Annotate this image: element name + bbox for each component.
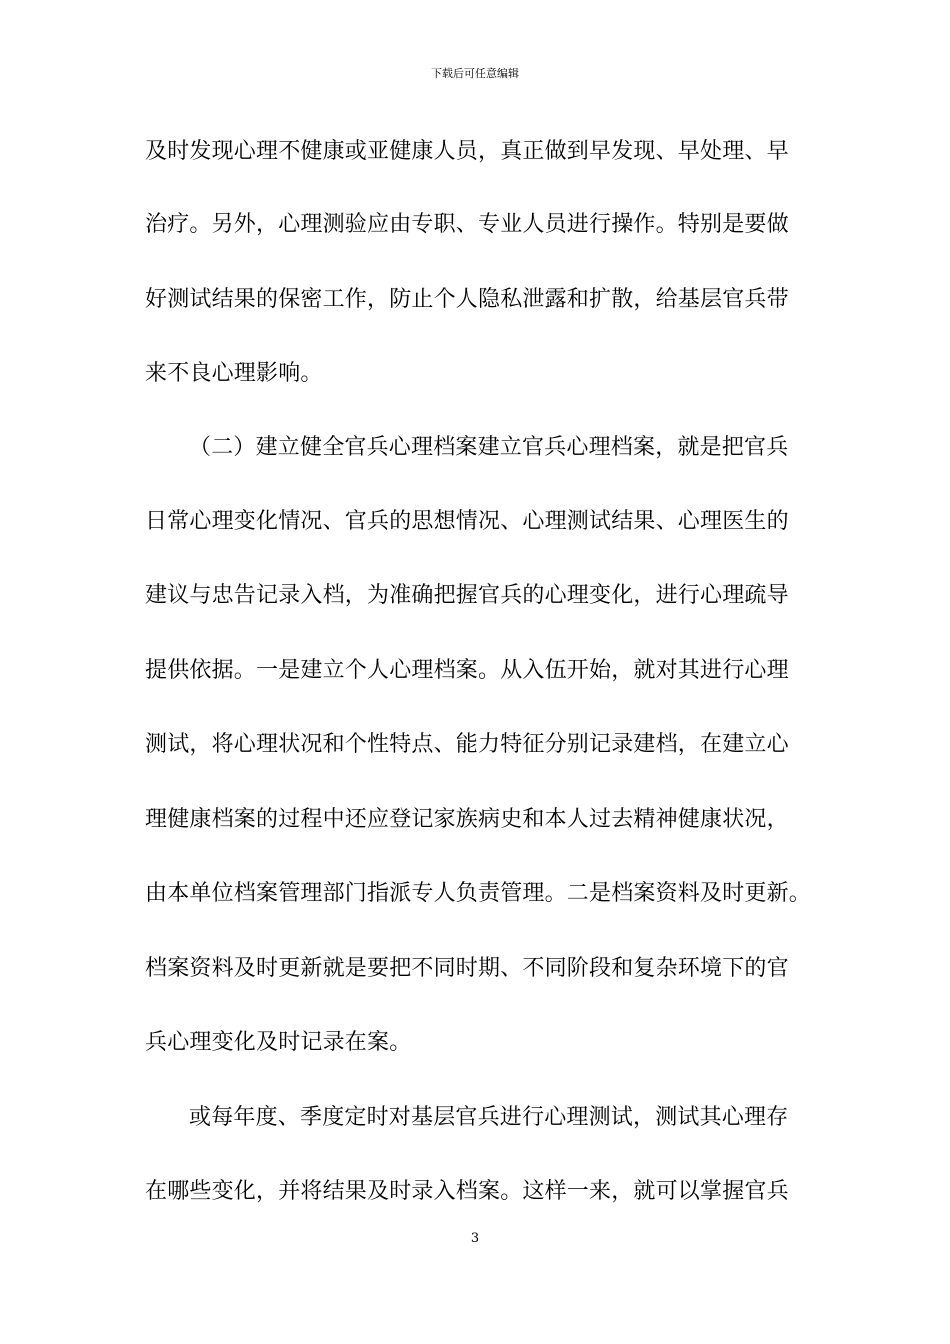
text-line: 好测试结果的保密工作，防止个人隐私泄露和扩散，给基层官兵带	[145, 287, 789, 312]
text-line: 在哪些变化，并将结果及时录入档案。这样一来，就可以掌握官兵	[145, 1179, 789, 1204]
text-line: 兵心理变化及时记录在案。	[145, 1030, 412, 1055]
text-line: 档案资料及时更新就是要把不同时期、不同阶段和复杂环境下的官	[145, 956, 789, 981]
text-line: 由本单位档案管理部门指派专人负责管理。二是档案资料及时更新。	[145, 881, 812, 906]
text-line: 建议与忠告记录入档，为准确把握官兵的心理变化，进行心理疏导	[145, 583, 789, 608]
text-line: （二）建立健全官兵心理档案建立官兵心理档案，就是把官兵	[189, 435, 789, 460]
text-line: 提供依据。一是建立个人心理档案。从入伍开始，就对其进行心理	[145, 658, 789, 683]
text-line: 测试，将心理状况和个性特点、能力特征分别记录建档，在建立心	[145, 732, 789, 757]
text-line: 来不良心理影响。	[145, 361, 323, 386]
text-line: 日常心理变化情况、官兵的思想情况、心理测试结果、心理医生的	[145, 509, 789, 534]
text-line: 治疗。另外，心理测验应由专职、专业人员进行操作。特别是要做	[145, 212, 789, 237]
page-header: 下载后可任意编辑	[431, 67, 519, 80]
text-line: 及时发现心理不健康或亚健康人员，真正做到早发现、早处理、早	[145, 139, 789, 164]
page-number: 3	[470, 1231, 480, 1246]
text-line: 理健康档案的过程中还应登记家族病史和本人过去精神健康状况，	[145, 807, 789, 832]
text-line: 或每年度、季度定时对基层官兵进行心理测试，测试其心理存	[189, 1105, 789, 1130]
